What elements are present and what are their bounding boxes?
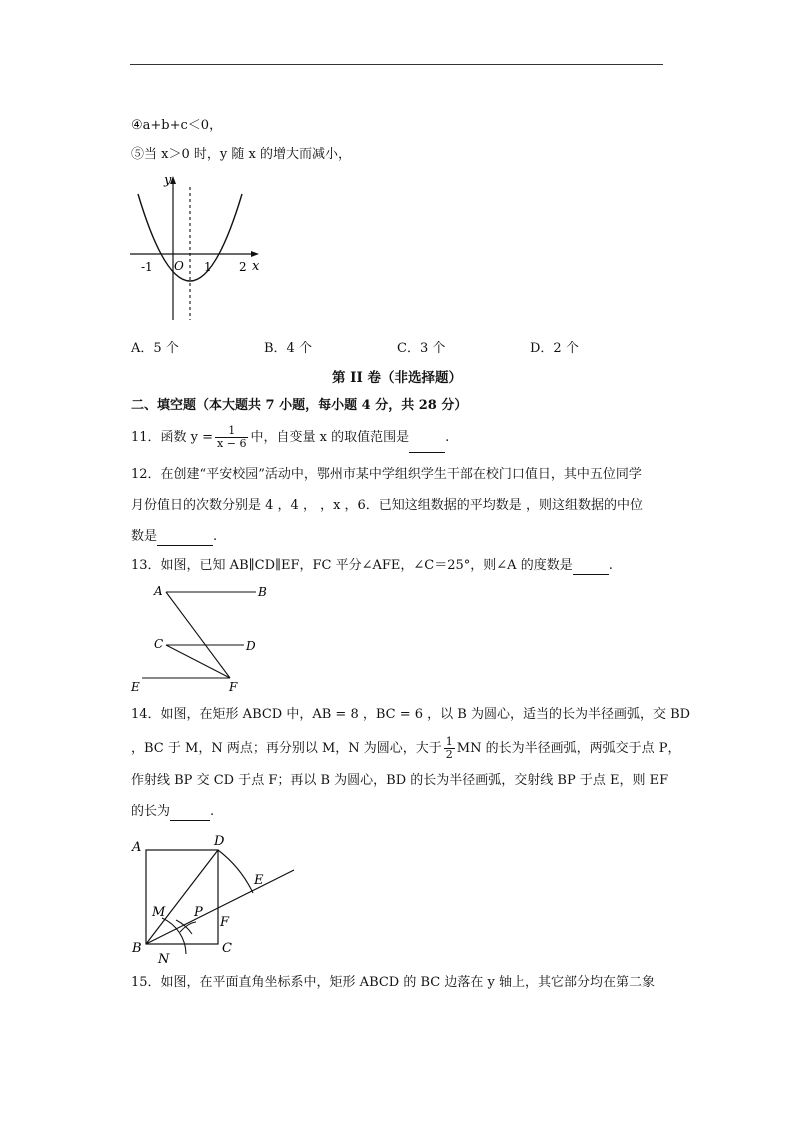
q14-line3: 作射线 BP 交 CD 于点 F；再以 B 为圆心，BD 的长为半径画弧，交射线 BP 于点 E，则 EF — [131, 773, 669, 788]
graph-origin: O — [174, 259, 184, 273]
q14-answer-blank — [170, 806, 210, 821]
header-rule — [130, 64, 663, 65]
fig13-label-f: F — [229, 680, 238, 694]
q11: 11．函数 y = $\frac{1}{x - 6}$ 中，自变量 x 的取值范围是 . — [131, 423, 449, 453]
q14-line2: ，BC 于 M，N 两点；再分别以 M，N 为圆心，大于 $\frac{1}{2}$ MN 的长为半径画弧，两弧交于点 P， — [131, 735, 681, 761]
section2-title: 第 II 卷（非选择题） — [331, 370, 463, 386]
graph-x-label: x — [252, 259, 260, 274]
q14-line4: 的长为 . — [131, 804, 215, 819]
q11-prefix: 11．函数 y = — [131, 430, 214, 445]
fig13-label-d: D — [246, 639, 256, 653]
q14-line1: 14．如图，在矩形 ABCD 中，AB = 8 ，BC = 6 ，以 B 为圆心，适当的长为半径画弧，交 BD — [131, 707, 691, 722]
q12-line3: 数是 . — [131, 529, 218, 544]
q12-line1: 12．在创建“平安校园”活动中，鄂州市某中学组织学生干部在校门口值日，其中五位同学 — [131, 467, 642, 482]
graph-y-label: y — [164, 173, 172, 188]
section2-subtitle: 二、填空题（本大题共 7 小题，每小题 4 分，共 28 分） — [131, 398, 468, 413]
option-d: D．2 个 — [530, 341, 579, 356]
q10-item4: ④a+b+c＜0， — [131, 118, 223, 133]
parabola-graph — [128, 172, 268, 324]
option-a: A．5 个 — [131, 341, 179, 356]
fig13-label-c: C — [154, 637, 164, 651]
option-b: B．4 个 — [264, 341, 312, 356]
q12-answer-blank — [157, 531, 213, 546]
fig14-label-d: D — [214, 834, 225, 849]
fig14-label-c: C — [222, 941, 232, 956]
q14-fraction: $\frac{1}{2}$ — [445, 735, 453, 761]
fig13-label-e: E — [131, 680, 140, 694]
q11-suffix: 中，自变量 x 的取值范围是 — [250, 430, 410, 445]
fig14-label-p: P — [194, 905, 203, 920]
q11-answer-blank — [409, 438, 445, 453]
fig14-label-a: A — [132, 840, 142, 855]
fig14-label-e: E — [254, 873, 264, 888]
q11-fraction: $\frac{1}{x - 6}$ — [217, 424, 247, 450]
q10-item5: ⑤当 x＞0 时，y 随 x 的增大而减小， — [131, 147, 351, 162]
q14-figure — [128, 830, 308, 965]
option-c: C．3 个 — [397, 341, 446, 356]
graph-tick-1: 1 — [204, 260, 212, 274]
fig13-label-a: A — [154, 584, 163, 598]
fig14-label-m: M — [152, 905, 166, 920]
graph-tick-neg1: -1 — [141, 260, 153, 274]
q12-line2: 月份值日的次数分别是 4 ，4 ， ，x ，6．已知这组数据的平均数是 ，则这组数据的中位 — [131, 498, 643, 513]
graph-tick-2: 2 — [239, 260, 247, 274]
q13-answer-blank — [573, 560, 609, 575]
fig13-label-b: B — [258, 585, 267, 599]
q13-figure — [128, 580, 268, 695]
q13-text: 13．如图，已知 AB∥CD∥EF，FC 平分∠AFE，∠C＝25°，则∠A 的度数是 . — [131, 558, 613, 573]
fig14-label-f: F — [220, 915, 230, 930]
fig14-label-n: N — [158, 952, 170, 965]
q15-text: 15．如图，在平面直角坐标系中，矩形 ABCD 的 BC 边落在 y 轴上，其它部分均在第二象 — [131, 975, 655, 990]
fig14-label-b: B — [132, 941, 142, 956]
